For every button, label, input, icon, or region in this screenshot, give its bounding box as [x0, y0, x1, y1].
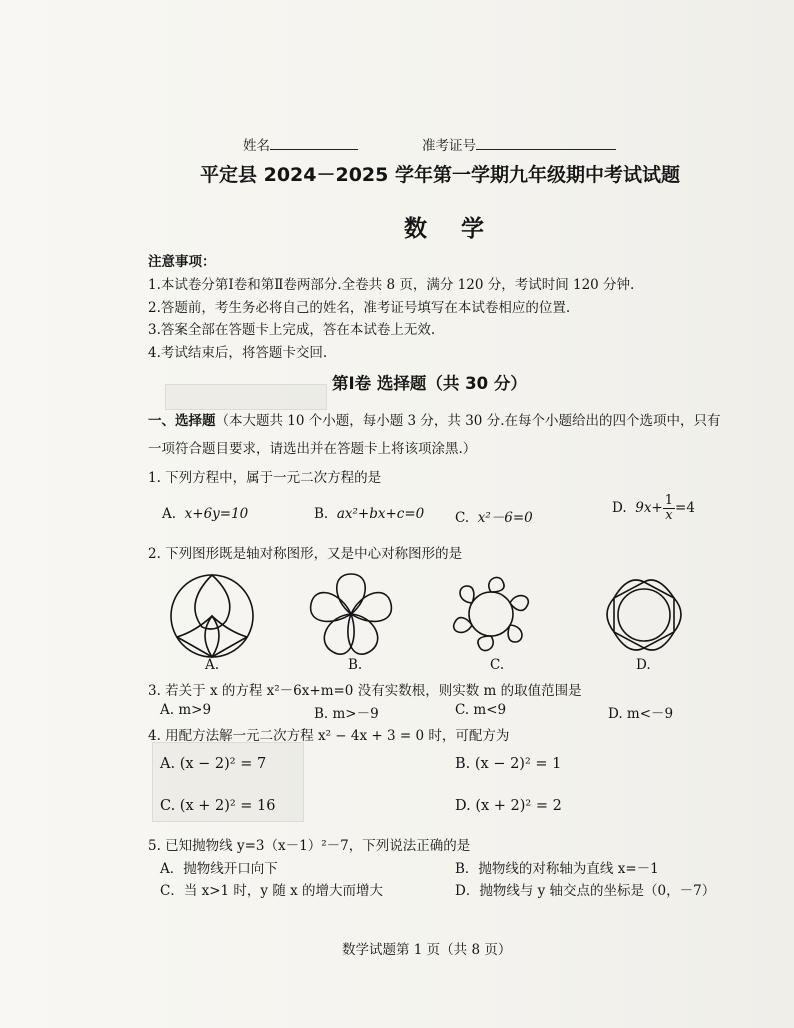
figure-b-label: B.: [348, 657, 363, 673]
name-blank: [270, 135, 358, 150]
fraction-numerator: 1: [664, 493, 674, 508]
figure-c-label: C.: [490, 657, 505, 673]
q1-option-d: [612, 494, 695, 523]
q3-option-d: D. m<－9: [608, 706, 674, 722]
part-label: 一、选择题: [148, 413, 216, 429]
option-text: ax²+bx+c=0: [336, 506, 425, 522]
option-text: x+6y=10: [184, 506, 249, 522]
q5-option-b: B．抛物线的对称轴为直线 x=－1: [455, 861, 659, 877]
q1-option-c: [455, 506, 533, 526]
q5-option-c: C．当 x>1 时，y 随 x 的增大而增大: [160, 883, 384, 899]
fraction-denominator: x: [665, 508, 673, 523]
option-label: D.: [612, 500, 627, 516]
note-item: 4.考试结束后，将答题卡交回.: [148, 345, 328, 361]
option-text-post: =4: [675, 500, 695, 516]
question-2-stem: 2. 下列图形既是轴对称图形，又是中心对称图形的是: [148, 546, 463, 562]
option-label: C.: [455, 510, 470, 526]
instructions-line-2: 一项符合题目要求，请选出并在答题卡上将该项涂黑.）: [148, 441, 477, 457]
q5-option-a: A．抛物线开口向下: [160, 861, 278, 877]
subject-title: 数学: [404, 216, 518, 242]
q3-option-c: C. m<9: [455, 702, 507, 718]
question-3-stem: 3. 若关于 x 的方程 x²－6x+m=0 没有实数根，则实数 m 的取值范围是: [148, 683, 582, 699]
figure-a-circle-trefoil: [162, 573, 262, 659]
option-text: x²－6=0: [477, 510, 533, 526]
q5-option-d: D．抛物线与 y 轴交点的坐标是（0，－7）: [455, 883, 716, 899]
q4-option-c: C. (x + 2)² = 16: [160, 798, 276, 814]
q4-option-b: B. (x − 2)² = 1: [455, 756, 562, 772]
figure-b-five-petal-flower: [303, 570, 399, 658]
question-1-stem: 1. 下列方程中，属于一元二次方程的是: [148, 470, 382, 486]
q4-option-d: D. (x + 2)² = 2: [455, 798, 562, 814]
q4-option-a: A. (x − 2)² = 7: [160, 756, 267, 772]
option-label: A.: [162, 506, 177, 522]
fraction: [663, 494, 675, 523]
figure-a-label: A.: [205, 657, 220, 673]
section-title: 第Ⅰ卷 选择题（共 30 分）: [332, 374, 527, 393]
exam-number-label: 准考证号: [422, 138, 476, 154]
q1-option-a: [162, 506, 248, 522]
question-4-stem: 4. 用配方法解一元二次方程 x² − 4x + 3 = 0 时，可配方为: [148, 728, 510, 744]
option-label: B.: [314, 506, 329, 522]
question-5-stem: 5. 已知抛物线 y=3（x－1）²－7，下列说法正确的是: [148, 838, 471, 854]
page-footer: 数学试题第 1 页（共 8 页）: [342, 942, 512, 958]
q3-option-a: A. m>9: [160, 702, 212, 718]
name-label: 姓名: [243, 138, 270, 154]
section-instructions: [148, 409, 720, 429]
bleed-through-grid: [165, 384, 327, 410]
figure-c-six-petal-flower: [443, 570, 539, 658]
student-name-field: [243, 134, 358, 154]
q1-option-b: [314, 506, 424, 522]
exam-number-field: [422, 134, 616, 154]
exam-number-blank: [476, 135, 616, 150]
note-item: 1.本试卷分第Ⅰ卷和第Ⅱ卷两部分.全卷共 8 页，满分 120 分，考试时间 120 分钟.: [148, 277, 635, 293]
q3-option-b: B. m>－9: [314, 706, 379, 722]
note-item: 3.答案全部在答题卡上完成，答在本试卷上无效.: [148, 322, 436, 338]
figure-d-label: D.: [636, 657, 651, 673]
instructions-line-1: （本大题共 10 个小题，每小题 3 分，共 30 分.在每个小题给出的四个选项中，只有: [215, 413, 721, 429]
note-item: 2.答题前，考生务必将自己的姓名，准考证号填写在本试卷相应的位置.: [148, 300, 571, 316]
figure-d-hexagon-flower: [598, 572, 690, 658]
option-text-pre: 9x+: [635, 500, 663, 516]
exam-title: 平定县 2024－2025 学年第一学期九年级期中考试试题: [200, 164, 680, 186]
notes-heading: 注意事项：: [148, 254, 216, 270]
